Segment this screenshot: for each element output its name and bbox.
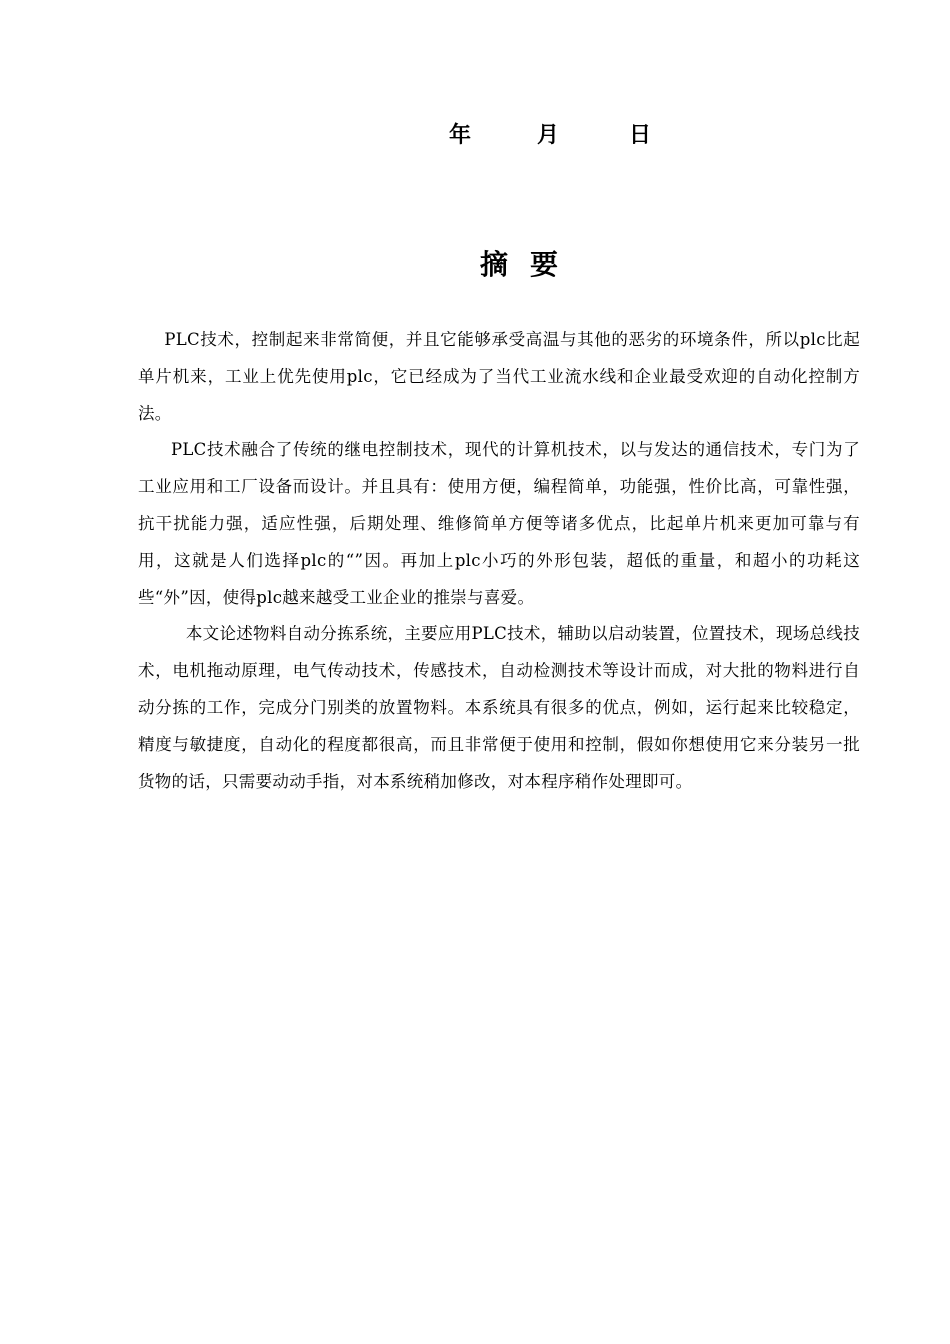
date-month: 月 <box>537 122 560 148</box>
abstract-body <box>138 322 860 800</box>
date-year: 年 <box>449 122 472 148</box>
abstract-paragraph-2: PLC技术融合了传统的继电控制技术，现代的计算机技术，以与发达的通信技术，专门为了工业应用和工厂设备而设计。并且具有：使用方便，编程简单，功能强，性价比高，可靠性强，抗干扰能力强，适应性强，后期处理、维修简单方便等诸多优点，比起单片机来更加可靠与有用，这就是人们选择plc的“”因。再加上plc小巧的外形包装，超低的重量，和超小的功耗这些“外”因，使得plc越来越受工业企业的推崇与喜爱。 <box>138 440 860 607</box>
abstract-title: 摘要 <box>480 248 581 281</box>
abstract-paragraph-3: 本文论述物料自动分拣系统，主要应用PLC技术，辅助以启动装置，位置技术，现场总线技术，电机拖动原理，电气传动技术，传感技术，自动检测技术等设计而成，对大批的物料进行自动分拣的工作，完成分门别类的放置物料。本系统具有很多的优点，例如，运行起来比较稳定，精度与敏捷度，自动化的程度都很高，而且非常便于使用和控制，假如你想使用它来分装另一批货物的话，只需要动动手指，对本系统稍加修改，对本程序稍作处理即可。 <box>138 624 860 791</box>
abstract-paragraph-1: PLC技术，控制起来非常简便，并且它能够承受高温与其他的恶劣的环境条件，所以plc比起单片机来，工业上优先使用plc，它已经成为了当代工业流水线和企业最受欢迎的自动化控制方法。 <box>138 330 860 423</box>
date-line <box>445 118 675 154</box>
date-day: 日 <box>629 122 652 148</box>
